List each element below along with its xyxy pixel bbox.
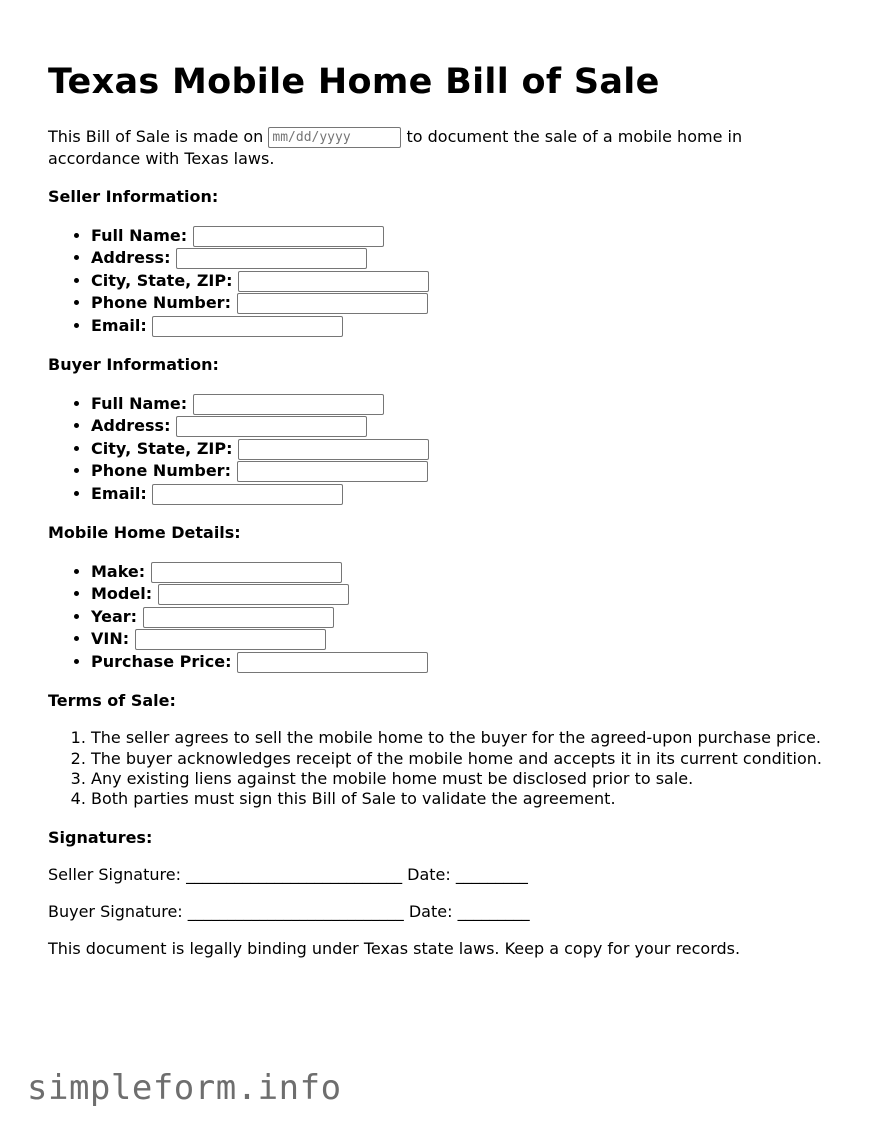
seller-full-name-input[interactable] xyxy=(193,226,384,247)
seller-phone-label: Phone Number: xyxy=(91,293,231,313)
home-year-item xyxy=(91,606,838,628)
buyer-full-name-input[interactable] xyxy=(193,394,384,415)
buyer-signature-line: Buyer Signature: ___________________________ Date: _________ xyxy=(48,901,530,921)
seller-email-label: Email: xyxy=(91,315,147,335)
buyer-email-input[interactable] xyxy=(152,484,343,505)
home-model-input[interactable] xyxy=(158,584,349,605)
seller-full-name-label: Full Name: xyxy=(91,226,188,245)
home-make-label: Make: xyxy=(91,562,146,582)
home-year-input[interactable] xyxy=(143,607,334,628)
buyer-address-input[interactable] xyxy=(176,416,367,437)
buyer-email-item xyxy=(91,483,838,505)
terms-list xyxy=(48,728,838,810)
home-vin-item xyxy=(91,628,838,650)
document xyxy=(48,0,838,959)
seller-phone-item xyxy=(91,292,838,314)
home-details-heading: Mobile Home Details: xyxy=(48,523,241,543)
term-item: 2. The buyer acknowledges receipt of the mobile home and accepts it in its current condition. xyxy=(91,749,838,769)
term-item: 4. Both parties must sign this Bill of Sale to validate the agreement. xyxy=(91,789,838,809)
home-make-item xyxy=(91,561,838,583)
buyer-full-name-item xyxy=(91,393,838,415)
seller-email-item xyxy=(91,315,838,337)
term-item: 3. Any existing liens against the mobile home must be disclosed prior to sale. xyxy=(91,769,838,789)
terms-heading: Terms of Sale: xyxy=(48,691,176,711)
buyer-city-state-zip-input[interactable] xyxy=(238,439,429,460)
buyer-address-item xyxy=(91,415,838,437)
buyer-phone-item xyxy=(91,460,838,482)
home-price-label: Purchase Price: xyxy=(91,651,232,671)
home-year-label: Year: xyxy=(91,606,138,626)
home-make-input[interactable] xyxy=(151,562,342,583)
intro-paragraph xyxy=(48,126,838,169)
buyer-address-label: Address: xyxy=(91,416,171,436)
home-details-fields xyxy=(48,561,838,673)
seller-phone-input[interactable] xyxy=(237,293,428,314)
legal-footer: This document is legally binding under Texas state laws. Keep a copy for your records. xyxy=(48,938,741,958)
home-price-input[interactable] xyxy=(237,652,428,673)
seller-email-input[interactable] xyxy=(152,316,343,337)
seller-city-state-zip-label: City, State, ZIP: xyxy=(91,270,233,290)
watermark: simpleform.info xyxy=(27,1068,342,1108)
term-item: 1. The seller agrees to sell the mobile home to the buyer for the agreed-upon purchase price. xyxy=(91,728,838,748)
buyer-phone-input[interactable] xyxy=(237,461,428,482)
home-price-item xyxy=(91,651,838,673)
buyer-heading: Buyer Information: xyxy=(48,355,219,375)
buyer-fields xyxy=(48,393,838,505)
seller-full-name-item xyxy=(91,225,838,247)
intro-text-after: to document the sale of a mobile home in accordance with Texas laws. xyxy=(48,127,743,168)
seller-address-label: Address: xyxy=(91,248,171,268)
seller-signature-line: Seller Signature: ___________________________ Date: _________ xyxy=(48,864,528,884)
sale-date-input[interactable] xyxy=(268,127,401,148)
page-title: Texas Mobile Home Bill of Sale xyxy=(48,62,660,102)
buyer-phone-label: Phone Number: xyxy=(91,461,231,481)
signatures-heading: Signatures: xyxy=(48,827,153,847)
home-vin-label: VIN: xyxy=(91,629,130,649)
seller-address-input[interactable] xyxy=(176,248,367,269)
seller-city-state-zip-input[interactable] xyxy=(238,271,429,292)
intro-text-before: This Bill of Sale is made on xyxy=(48,127,264,146)
buyer-email-label: Email: xyxy=(91,483,147,503)
buyer-city-state-zip-item xyxy=(91,438,838,460)
home-model-label: Model: xyxy=(91,584,153,604)
buyer-full-name-label: Full Name: xyxy=(91,394,188,414)
seller-heading: Seller Information: xyxy=(48,187,219,206)
seller-address-item xyxy=(91,247,838,269)
seller-city-state-zip-item xyxy=(91,270,838,292)
home-vin-input[interactable] xyxy=(135,629,326,650)
home-model-item xyxy=(91,583,838,605)
buyer-city-state-zip-label: City, State, ZIP: xyxy=(91,438,233,458)
seller-fields xyxy=(48,225,838,337)
